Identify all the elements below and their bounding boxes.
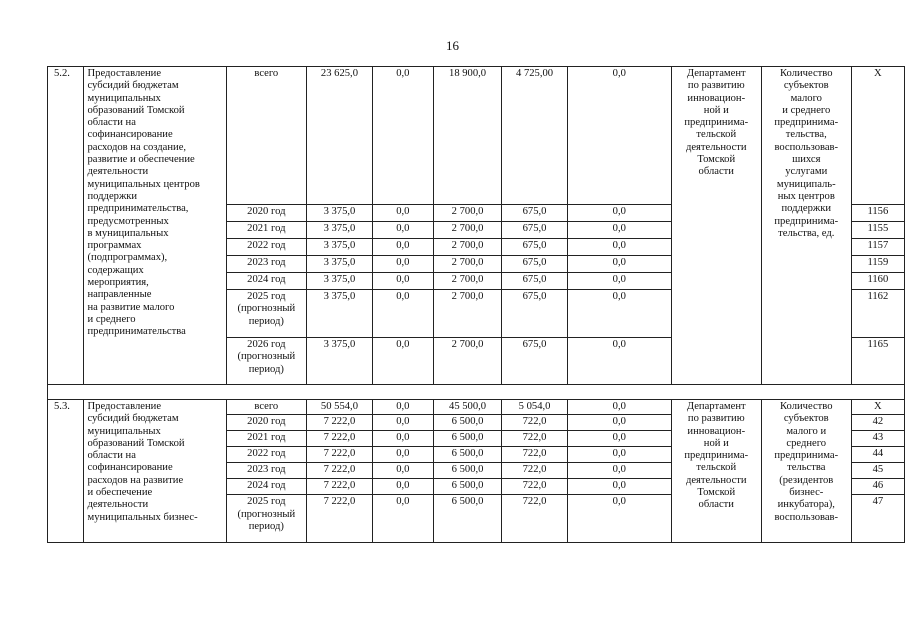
indicator-value-cell: X	[851, 67, 904, 205]
period-cell: 2021 год	[226, 431, 307, 447]
other-cell: 0,0	[567, 431, 671, 447]
federal-cell: 0,0	[372, 222, 433, 239]
indicator-cell: Количество субъектов малого и среднего предпринима- тельства (резидентов бизнес- инкубатора), воспользовав-	[761, 400, 851, 543]
row-separator	[48, 385, 905, 400]
indicator-value-cell: 1156	[851, 205, 904, 222]
table-row	[48, 67, 905, 205]
other-cell: 0,0	[567, 67, 671, 205]
local-cell: 722,0	[502, 415, 568, 431]
total-cell: 3 375,0	[307, 205, 373, 222]
period-cell: 2025 год (прогнозный период)	[226, 495, 307, 543]
indicator-value-cell: 1155	[851, 222, 904, 239]
indicator-value-cell: 1157	[851, 239, 904, 256]
period-cell: 2024 год	[226, 273, 307, 290]
other-cell: 0,0	[567, 273, 671, 290]
total-cell: 7 222,0	[307, 431, 373, 447]
federal-cell: 0,0	[372, 273, 433, 290]
indicator-value-cell: 45	[851, 463, 904, 479]
other-cell: 0,0	[567, 400, 671, 415]
other-cell: 0,0	[567, 256, 671, 273]
page-number: 16	[446, 38, 459, 53]
federal-cell: 0,0	[372, 431, 433, 447]
federal-cell: 0,0	[372, 400, 433, 415]
other-cell: 0,0	[567, 463, 671, 479]
other-cell: 0,0	[567, 222, 671, 239]
other-cell: 0,0	[567, 415, 671, 431]
total-cell: 7 222,0	[307, 479, 373, 495]
indicator-value-cell: 43	[851, 431, 904, 447]
total-cell: 3 375,0	[307, 222, 373, 239]
other-cell: 0,0	[567, 338, 671, 385]
total-cell: 7 222,0	[307, 447, 373, 463]
indicator-value-cell: 1165	[851, 338, 904, 385]
federal-cell: 0,0	[372, 415, 433, 431]
total-cell: 3 375,0	[307, 273, 373, 290]
period-cell: всего	[226, 67, 307, 205]
separator-cell	[48, 385, 905, 400]
federal-cell: 0,0	[372, 67, 433, 205]
total-cell: 3 375,0	[307, 290, 373, 338]
federal-cell: 0,0	[372, 256, 433, 273]
period-cell: 2022 год	[226, 447, 307, 463]
other-cell: 0,0	[567, 447, 671, 463]
federal-cell: 0,0	[372, 290, 433, 338]
period-cell: 2020 год	[226, 415, 307, 431]
regional-cell: 6 500,0	[433, 415, 501, 431]
other-cell: 0,0	[567, 205, 671, 222]
period-cell: 2021 год	[226, 222, 307, 239]
total-cell: 7 222,0	[307, 495, 373, 543]
regional-cell: 6 500,0	[433, 495, 501, 543]
indicator-value-cell: 1162	[851, 290, 904, 338]
federal-cell: 0,0	[372, 463, 433, 479]
local-cell: 675,0	[502, 273, 568, 290]
regional-cell: 2 700,0	[433, 338, 501, 385]
other-cell: 0,0	[567, 479, 671, 495]
local-cell: 675,0	[502, 338, 568, 385]
local-cell: 675,0	[502, 222, 568, 239]
other-cell: 0,0	[567, 239, 671, 256]
local-cell: 722,0	[502, 495, 568, 543]
indicator-value-cell: 46	[851, 479, 904, 495]
period-cell: 2022 год	[226, 239, 307, 256]
regional-cell: 2 700,0	[433, 290, 501, 338]
local-cell: 722,0	[502, 431, 568, 447]
item-number: 5.3.	[48, 400, 84, 543]
local-cell: 722,0	[502, 463, 568, 479]
local-cell: 675,0	[502, 239, 568, 256]
federal-cell: 0,0	[372, 447, 433, 463]
other-cell: 0,0	[567, 495, 671, 543]
regional-cell: 6 500,0	[433, 447, 501, 463]
period-cell: 2020 год	[226, 205, 307, 222]
regional-cell: 6 500,0	[433, 463, 501, 479]
federal-cell: 0,0	[372, 338, 433, 385]
program-table	[47, 66, 905, 543]
indicator-value-cell: X	[851, 400, 904, 415]
total-cell: 3 375,0	[307, 256, 373, 273]
regional-cell: 6 500,0	[433, 431, 501, 447]
total-cell: 50 554,0	[307, 400, 373, 415]
item-name: Предоставление субсидий бюджетам муниципальных образований Томской области на софинансирование расходов на создание, развитие и обеспечение деятельности муниципальных центров поддержки предпринимательства, предусмотренных в муниципальных программах (подпрограммах), содержащих мероприятия, направленные на развитие малого и среднего предпринимательства	[83, 67, 226, 385]
total-cell: 3 375,0	[307, 338, 373, 385]
regional-cell: 18 900,0	[433, 67, 501, 205]
period-cell: 2024 год	[226, 479, 307, 495]
regional-cell: 6 500,0	[433, 479, 501, 495]
period-cell: 2023 год	[226, 256, 307, 273]
local-cell: 4 725,00	[502, 67, 568, 205]
federal-cell: 0,0	[372, 205, 433, 222]
total-cell: 7 222,0	[307, 415, 373, 431]
regional-cell: 2 700,0	[433, 256, 501, 273]
indicator-value-cell: 1159	[851, 256, 904, 273]
local-cell: 675,0	[502, 205, 568, 222]
period-cell: 2025 год (прогнозный период)	[226, 290, 307, 338]
local-cell: 5 054,0	[502, 400, 568, 415]
indicator-cell: Количество субъектов малого и среднего предпринима- тельства, воспользовав- шихся услугами муниципаль- ных центров поддержки предпринима- тельства, ед.	[761, 67, 851, 385]
local-cell: 675,0	[502, 290, 568, 338]
total-cell: 7 222,0	[307, 463, 373, 479]
local-cell: 675,0	[502, 256, 568, 273]
department-cell: Департамент по развитию инновацион- ной и предпринима- тельской деятельности Томской области	[671, 67, 761, 385]
indicator-value-cell: 1160	[851, 273, 904, 290]
period-cell: всего	[226, 400, 307, 415]
regional-cell: 2 700,0	[433, 239, 501, 256]
local-cell: 722,0	[502, 447, 568, 463]
total-cell: 3 375,0	[307, 239, 373, 256]
item-name: Предоставление субсидий бюджетам муниципальных образований Томской области на софинансирование расходов на развитие и обеспечение деятельности муниципальных бизнес-	[83, 400, 226, 543]
table-row	[48, 400, 905, 415]
regional-cell: 45 500,0	[433, 400, 501, 415]
indicator-value-cell: 47	[851, 495, 904, 543]
regional-cell: 2 700,0	[433, 273, 501, 290]
total-cell: 23 625,0	[307, 67, 373, 205]
federal-cell: 0,0	[372, 479, 433, 495]
federal-cell: 0,0	[372, 239, 433, 256]
period-cell: 2023 год	[226, 463, 307, 479]
item-number: 5.2.	[48, 67, 84, 385]
period-cell: 2026 год (прогнозный период)	[226, 338, 307, 385]
indicator-value-cell: 42	[851, 415, 904, 431]
local-cell: 722,0	[502, 479, 568, 495]
regional-cell: 2 700,0	[433, 205, 501, 222]
indicator-value-cell: 44	[851, 447, 904, 463]
federal-cell: 0,0	[372, 495, 433, 543]
other-cell: 0,0	[567, 290, 671, 338]
regional-cell: 2 700,0	[433, 222, 501, 239]
department-cell: Департамент по развитию инновацион- ной и предпринима- тельской деятельности Томской области	[671, 400, 761, 543]
